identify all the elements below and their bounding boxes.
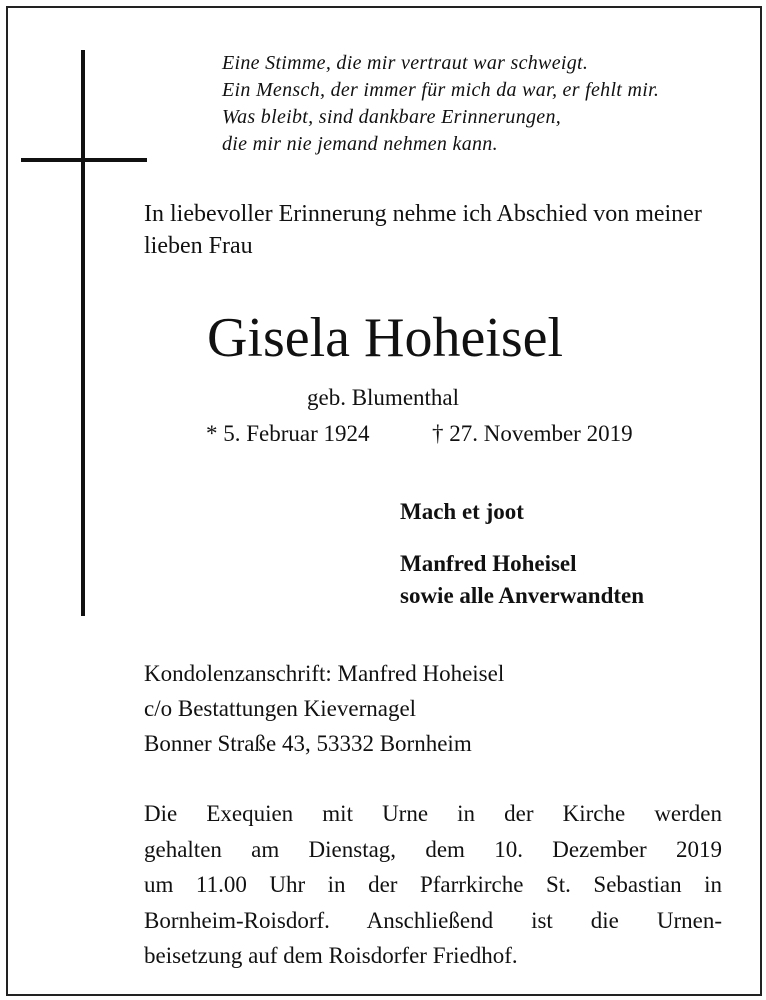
address-line: Kondolenzanschrift: Manfred Hoheisel [144, 661, 505, 686]
birth-date: * 5. Februar 1924 [206, 421, 370, 446]
deceased-name: Gisela Hoheisel [206, 307, 564, 369]
poem [222, 50, 659, 158]
cross-horizontal-bar [21, 158, 147, 162]
death-date: † 27. November 2019 [432, 421, 633, 446]
poem-line: Ein Mensch, der immer für mich da war, er fehlt mir. [222, 79, 660, 101]
mourners [400, 548, 644, 612]
service-line: gehalten am Dienstag, dem 10. Dezember 2019 [144, 836, 722, 862]
mourner-line: Manfred Hoheisel [400, 551, 577, 576]
address-line: c/o Bestattungen Kievernagel [144, 696, 417, 721]
poem-line: die mir nie jemand nehmen kann. [222, 133, 498, 155]
motto: Mach et joot [400, 499, 524, 524]
service-line: Bornheim-Roisdorf. Anschließend ist die Urnen- [144, 907, 722, 933]
condolence-address [144, 656, 504, 761]
service-line: Die Exequien mit Urne in der Kirche werden [144, 801, 722, 826]
intro-text: In liebevoller Erinnerung nehme ich Abschied von meiner lieben Frau [144, 201, 702, 259]
service-line: um 11.00 Uhr in der Pfarrkirche St. Sebastian in [144, 872, 722, 897]
poem-line: Eine Stimme, die mir vertraut war schweigt. [222, 52, 589, 74]
service-line: beisetzung auf dem Roisdorfer Friedhof. [144, 943, 518, 968]
poem-line: Was bleibt, sind dankbare Erinnerungen, [222, 106, 562, 128]
address-line: Bonner Straße 43, 53332 Bornheim [144, 731, 472, 756]
birth-name: geb. Blumenthal [306, 385, 460, 410]
mourner-line: sowie alle Anverwandten [400, 583, 645, 608]
service-info [144, 796, 722, 974]
